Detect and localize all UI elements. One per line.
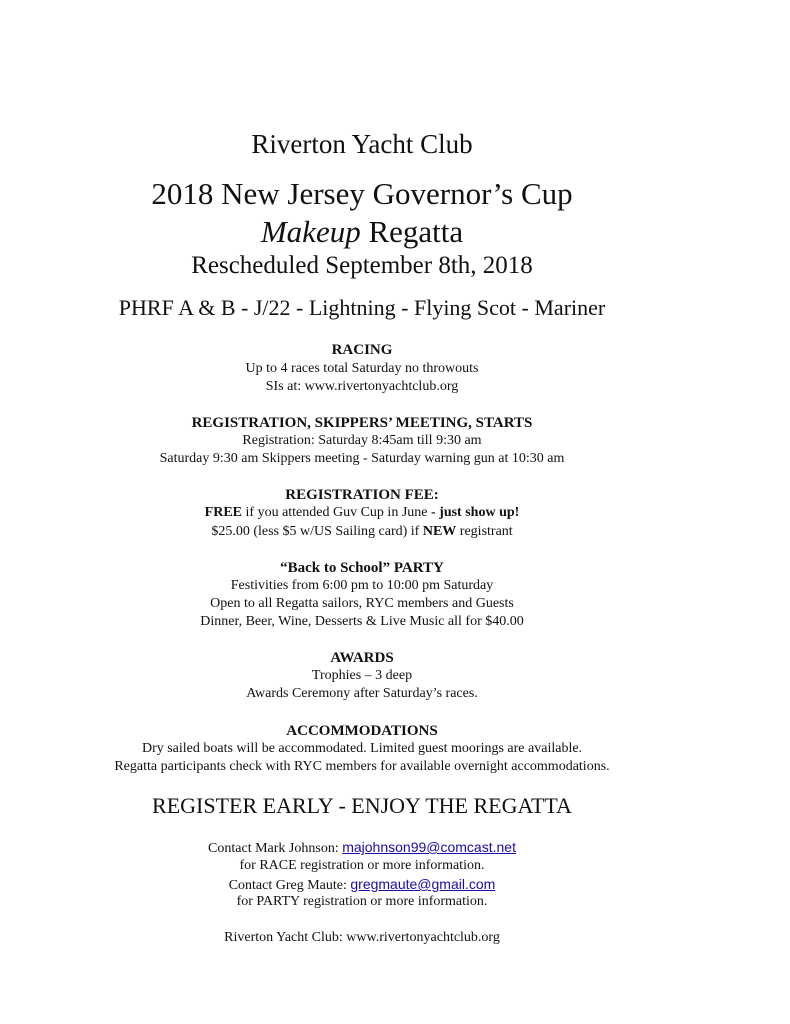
regatta-word: Regatta xyxy=(360,214,464,249)
contact-mark-label: Contact Mark Johnson: xyxy=(208,841,343,856)
awards-heading: AWARDS xyxy=(330,650,394,666)
racing-line-1: Up to 4 races total Saturday no throwouts xyxy=(245,361,479,376)
free-mid: if you attended Guv Cup in June xyxy=(242,505,431,520)
rescheduled-date: Rescheduled September 8th, 2018 xyxy=(191,252,533,279)
event-subtitle xyxy=(0,214,724,250)
racing-heading: RACING xyxy=(331,342,393,358)
party-line-2: Open to all Regatta sailors, RYC members and Guests xyxy=(210,596,514,611)
new-word: NEW xyxy=(422,524,457,539)
fee-paid-line xyxy=(0,524,724,540)
party-line-1: Festivities from 6:00 pm to 10:00 pm Saturday xyxy=(230,578,494,593)
accommodations-line-2: Regatta participants check with RYC members for available overnight accommodations. xyxy=(114,759,610,774)
mark-email-link[interactable]: majohnson99@comcast.net xyxy=(342,839,516,855)
paid-end: registrant xyxy=(456,524,513,539)
party-heading: “Back to School” PARTY xyxy=(280,560,444,576)
registration-line-2: Saturday 9:30 am Skippers meeting - Saturday warning gun at 10:30 am xyxy=(159,451,565,466)
awards-line-2: Awards Ceremony after Saturday’s races. xyxy=(246,686,478,701)
accommodations-line-1: Dry sailed boats will be accommodated. Limited guest moorings are available. xyxy=(141,741,583,756)
racing-line-2: SIs at: www.rivertonyachtclub.org xyxy=(265,379,459,394)
accommodations-heading: ACCOMMODATIONS xyxy=(286,723,438,739)
makeup-word: Makeup xyxy=(260,214,361,249)
free-end: - just show up! xyxy=(431,505,520,520)
party-line-3: Dinner, Beer, Wine, Desserts & Live Music all for $40.00 xyxy=(200,614,524,629)
footer-club-website: Riverton Yacht Club: www.rivertonyachtclub.org xyxy=(224,930,500,945)
free-word: FREE xyxy=(204,505,243,520)
registration-line-1: Registration: Saturday 8:45am till 9:30 am xyxy=(242,433,482,448)
contact-mark-purpose: for RACE registration or more information. xyxy=(239,858,485,873)
class-list: PHRF A & B - J/22 - Lightning - Flying Scot - Mariner xyxy=(118,295,606,320)
fee-heading: REGISTRATION FEE: xyxy=(285,487,439,503)
greg-email-link[interactable]: gregmaute@gmail.com xyxy=(350,876,496,892)
contact-greg-label: Contact Greg Maute: xyxy=(228,878,351,893)
paid-start: $25.00 (less $5 w/US Sailing card) if xyxy=(211,524,423,539)
contact-mark xyxy=(0,839,724,857)
contact-greg-purpose: for PARTY registration or more information. xyxy=(236,894,488,909)
registration-heading: REGISTRATION, SKIPPERS’ MEETING, STARTS xyxy=(191,415,533,431)
contact-greg xyxy=(0,876,724,894)
event-title: 2018 New Jersey Governor’s Cup xyxy=(151,176,573,211)
register-early-banner: REGISTER EARLY - ENJOY THE REGATTA xyxy=(152,793,572,818)
club-name: Riverton Yacht Club xyxy=(251,129,473,159)
fee-free-line xyxy=(0,505,724,521)
awards-line-1: Trophies – 3 deep xyxy=(311,668,413,683)
